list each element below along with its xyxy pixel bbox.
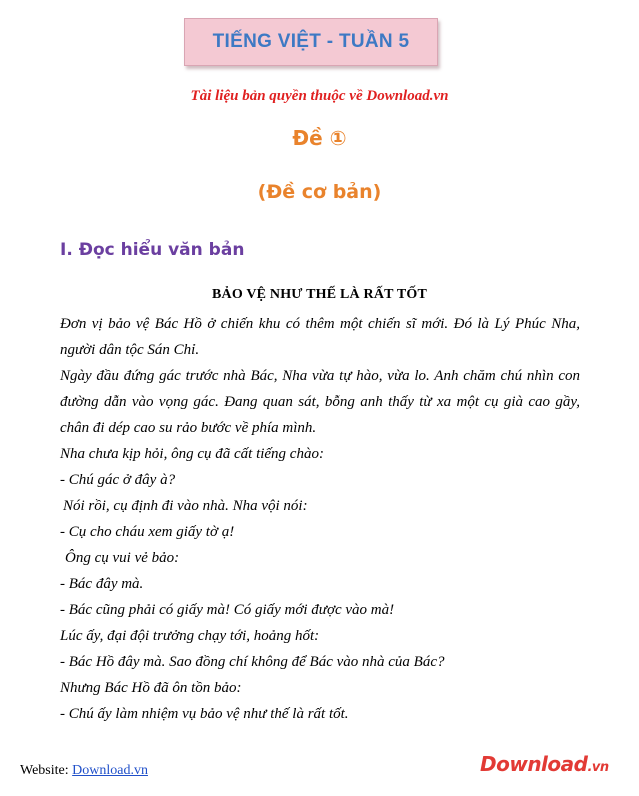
story-paragraph: Ông cụ vui vẻ bảo: bbox=[65, 550, 180, 566]
story-paragraph: - Bác cũng phải có giấy mà! Có giấy mới được vào mà! bbox=[60, 602, 395, 618]
exam-number: Đề ① bbox=[292, 126, 347, 150]
logo-main: Download bbox=[480, 752, 588, 776]
story-paragraph: - Bác đây mà. bbox=[60, 576, 144, 592]
page-title: TIẾNG VIỆT - TUẦN 5 bbox=[212, 31, 410, 52]
story-paragraph: Ngày đầu đứng gác trước nhà Bác, Nha vừa tự hào, vừa lo. Anh chăm chú nhìn con đường dẫn vào vọng gác. Đang quan sát, bỗng anh thấy từ xa một cụ già cao gầy, chân đi dép cao su rảo bước về phía mình. bbox=[60, 368, 580, 436]
copyright-notice: Tài liệu bản quyền thuộc về Download.vn bbox=[190, 88, 449, 104]
exam-level: (Đề cơ bản) bbox=[257, 181, 382, 203]
story-paragraph: Đơn vị bảo vệ Bác Hồ ở chiến khu có thêm một chiến sĩ mới. Đó là Lý Phúc Nha, người dân tộc Sán Chỉ. bbox=[60, 316, 580, 358]
story-paragraph: - Chú gác ở đây à? bbox=[60, 472, 176, 488]
website-label: Website: bbox=[20, 763, 73, 778]
story-paragraph: - Chú ấy làm nhiệm vụ bảo vệ như thế là rất tốt. bbox=[60, 706, 349, 722]
footer bbox=[20, 763, 148, 779]
story-body bbox=[60, 311, 580, 727]
story-paragraph: Nhưng Bác Hồ đã ôn tồn bảo: bbox=[60, 680, 242, 696]
story-paragraph: - Bác Hồ đây mà. Sao đồng chí không để Bác vào nhà của Bác? bbox=[60, 654, 445, 670]
story-title: BẢO VỆ NHƯ THẾ LÀ RẤT TỐT bbox=[211, 287, 428, 302]
section-heading: I. Đọc hiểu văn bản bbox=[60, 240, 245, 260]
story-paragraph: Lúc ấy, đại đội trưởng chạy tới, hoảng hốt: bbox=[60, 628, 320, 644]
story-paragraph: Nha chưa kịp hỏi, ông cụ đã cất tiếng chào: bbox=[60, 446, 324, 462]
website-link[interactable]: Download.vn bbox=[72, 763, 148, 778]
story-paragraph: Nói rồi, cụ định đi vào nhà. Nha vội nói: bbox=[63, 498, 308, 514]
story-paragraph: - Cụ cho cháu xem giấy tờ ạ! bbox=[60, 524, 235, 540]
logo-suffix: .vn bbox=[587, 760, 609, 775]
title-banner bbox=[184, 18, 438, 66]
download-logo bbox=[480, 752, 609, 776]
